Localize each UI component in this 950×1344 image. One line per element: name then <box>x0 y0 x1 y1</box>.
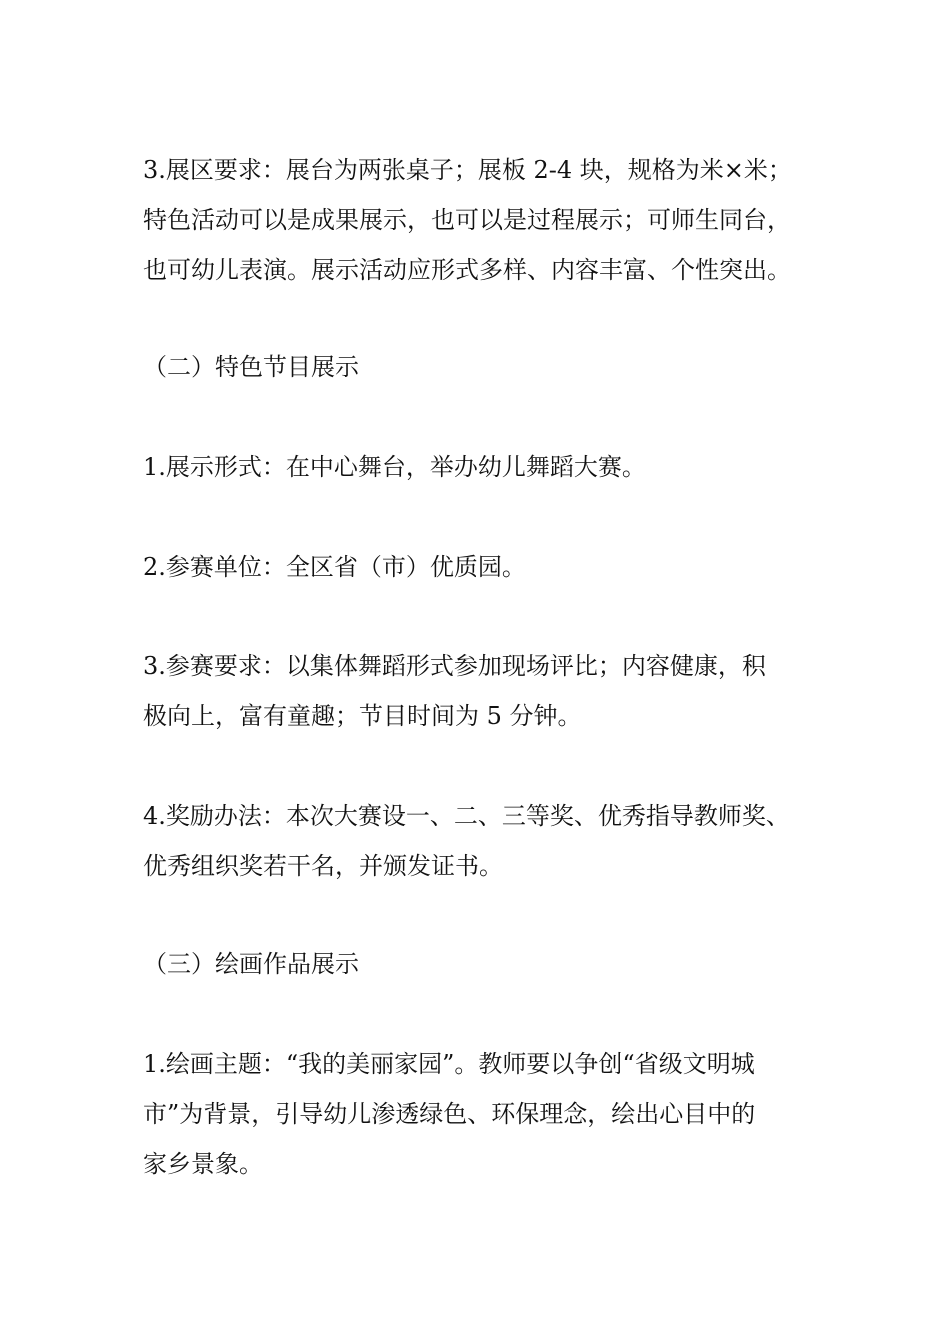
paragraph-line: 特色活动可以是成果展示，也可以是过程展示；可师生同台， <box>143 206 791 234</box>
paragraph-line: 1.绘画主题：“我的美丽家园”。教师要以争创“省级文明城 <box>143 1050 755 1078</box>
paragraph-line: 也可幼儿表演。展示活动应形式多样、内容丰富、个性突出。 <box>143 256 791 284</box>
paragraph-line: 1.展示形式：在中心舞台，举办幼儿舞蹈大赛。 <box>143 453 646 481</box>
paragraph-line: 4.奖励办法：本次大赛设一、二、三等奖、优秀指导教师奖、 <box>143 802 790 830</box>
paragraph-line: 市”为背景，引导幼儿渗透绿色、环保理念，绘出心目中的 <box>143 1100 756 1128</box>
paragraph-line: 优秀组织奖若干名，并颁发证书。 <box>143 852 503 880</box>
paragraph-line: 极向上，富有童趣；节目时间为 5 分钟。 <box>143 702 582 730</box>
section-heading: （三）绘画作品展示 <box>143 950 359 978</box>
paragraph-line: 家乡景象。 <box>143 1150 263 1178</box>
section-heading: （二）特色节目展示 <box>143 353 359 381</box>
paragraph-line: 2.参赛单位：全区省（市）优质园。 <box>143 553 526 581</box>
paragraph-line: 3.参赛要求：以集体舞蹈形式参加现场评比；内容健康，积 <box>143 652 766 680</box>
paragraph-line: 3.展区要求：展台为两张桌子；展板 2-4 块，规格为米×米； <box>143 156 792 184</box>
